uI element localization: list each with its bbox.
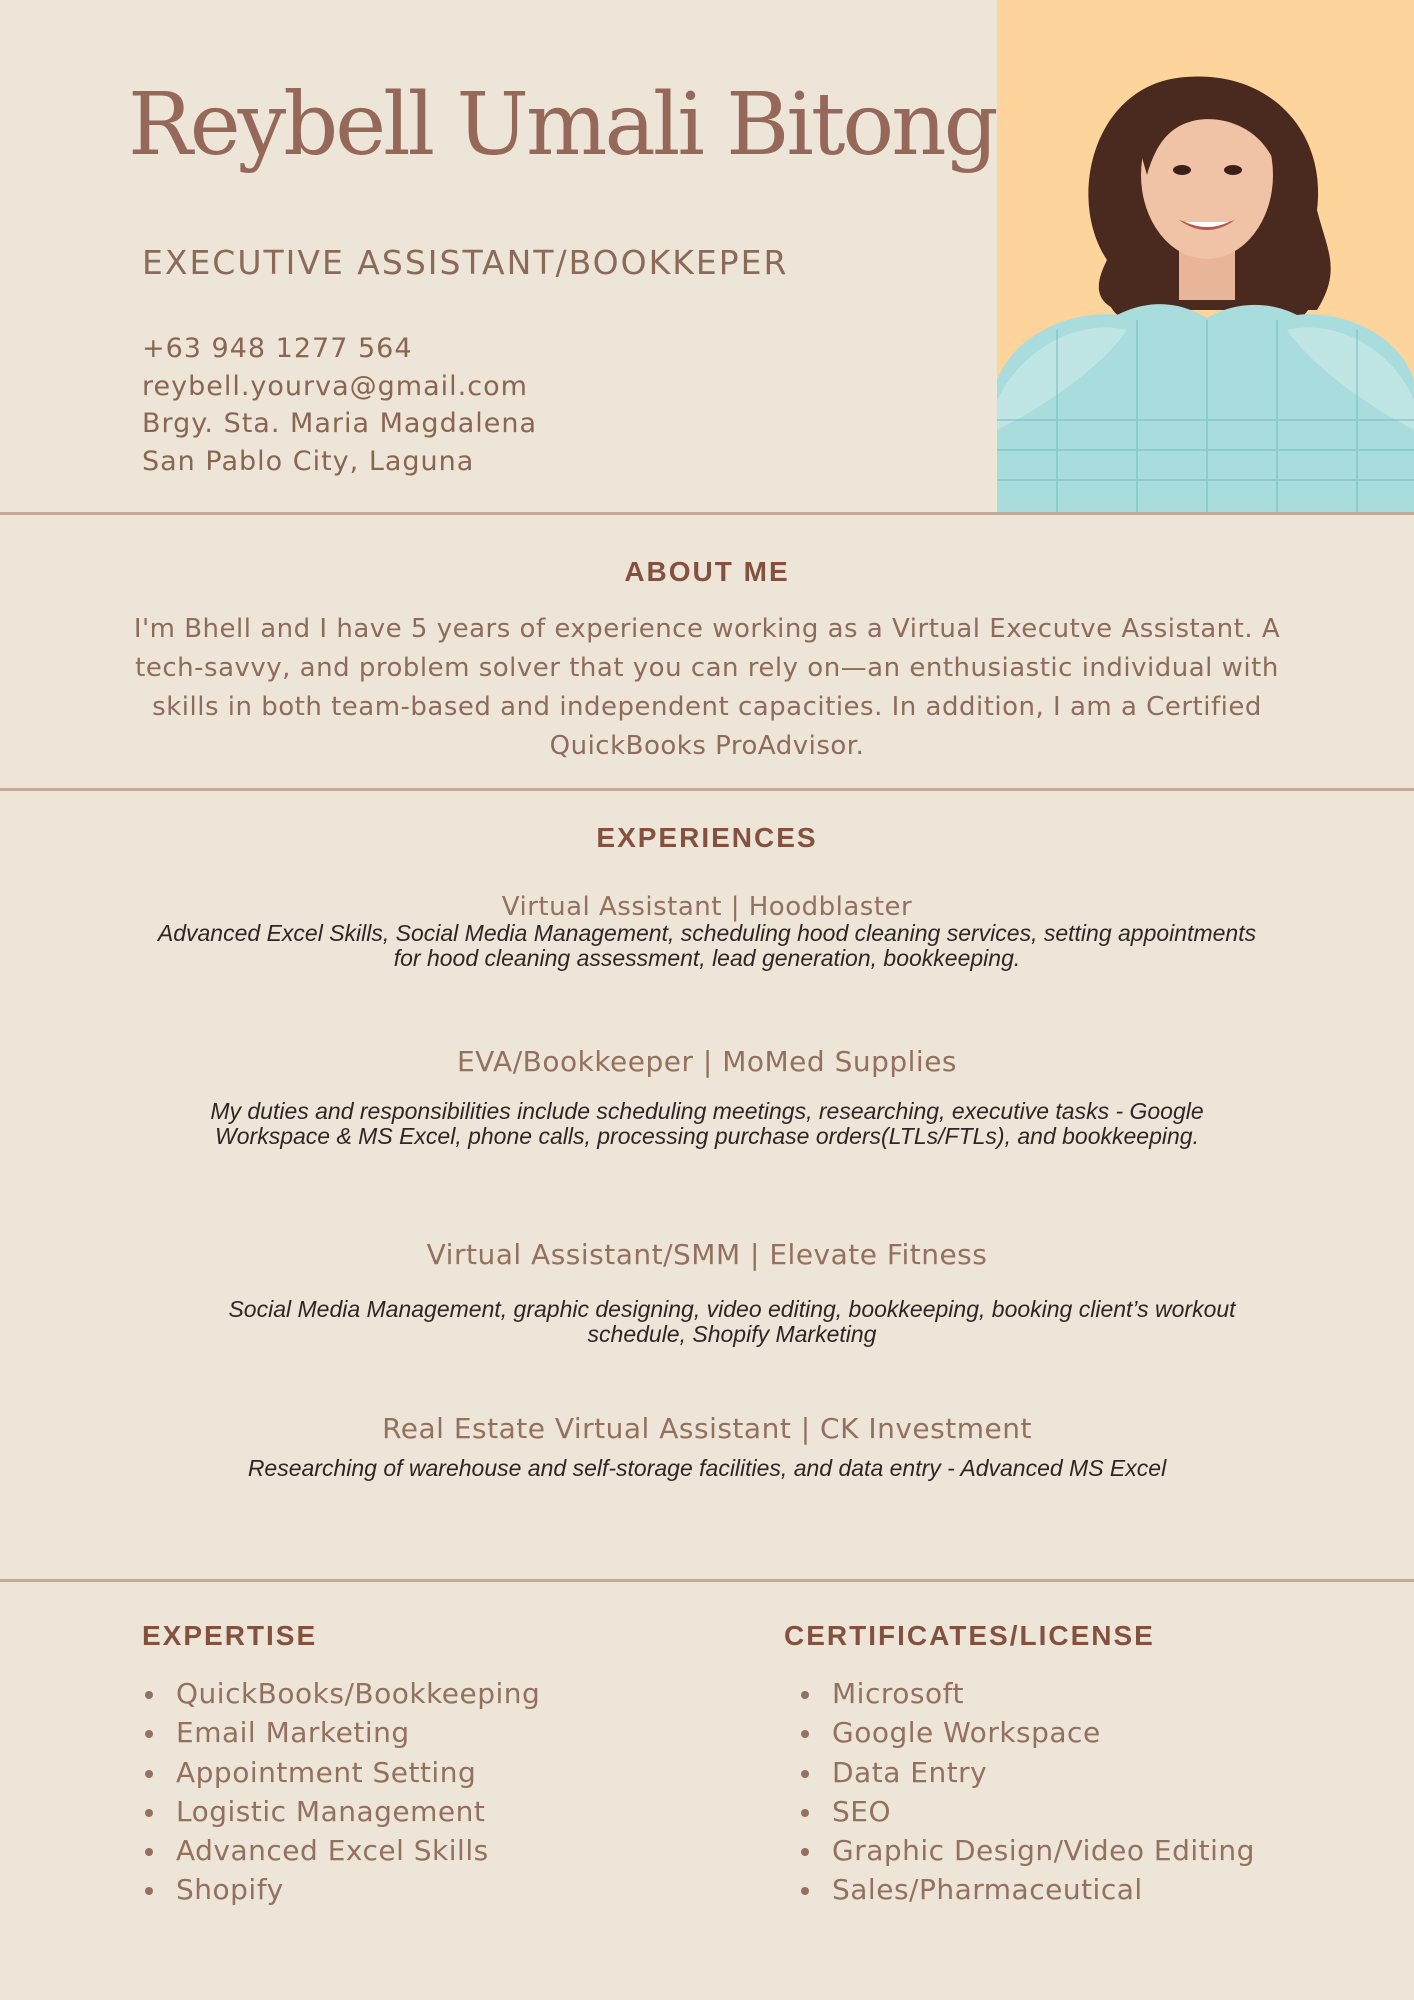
job-title-4: Real Estate Virtual Assistant | CK Investment [382, 1412, 1032, 1445]
certificates-list [798, 1674, 1255, 1910]
contact-block [142, 330, 537, 480]
address-line-1: Brgy. Sta. Maria Magdalena [142, 408, 538, 439]
list-item: Data Entry [798, 1753, 1255, 1792]
profile-photo [997, 0, 1414, 512]
certificates-title: CERTIFICATES/LICENSE [784, 1620, 1155, 1651]
list-item: Appointment Setting [142, 1753, 540, 1792]
job-description-1: Advanced Excel Skills, Social Media Management, scheduling hood cleaning services, setting appointments for hood cleaning assessment, lead generation, bookkeeping. [157, 920, 1257, 971]
address-line-2: San Pablo City, Laguna [142, 445, 475, 477]
email-address: reybell.yourva@gmail.com [142, 370, 528, 402]
expertise-title: EXPERTISE [142, 1620, 318, 1651]
job-description-2: My duties and responsibilities include scheduling meetings, researching, executive tasks - Google Workspace & MS Excel, phone calls, processing purchase orders(LTLs/FTLs), and bookkeeping. [210, 1098, 1204, 1149]
job-role: EXECUTIVE ASSISTANT/BOOKKEPER [142, 243, 789, 282]
list-item: Logistic Management [142, 1792, 540, 1831]
list-item: Advanced Excel Skills [142, 1831, 540, 1870]
divider-header [0, 512, 1414, 515]
resume-name: Reybell Umali Bitong [128, 75, 996, 175]
divider-about [0, 788, 1414, 791]
list-item: SEO [798, 1792, 1255, 1831]
list-item: Shopify [142, 1870, 540, 1909]
list-item: QuickBooks/Bookkeeping [142, 1674, 540, 1713]
expertise-section [142, 1620, 540, 1910]
list-item: Microsoft [798, 1674, 1255, 1713]
experiences-title: EXPERIENCES [596, 822, 818, 853]
phone-number: +63 948 1277 564 [142, 333, 413, 364]
profile-portrait-illustration [997, 0, 1414, 512]
list-item: Graphic Design/Video Editing [798, 1831, 1255, 1870]
expertise-list [142, 1674, 540, 1910]
divider-experiences [0, 1579, 1414, 1582]
job-title-3: Virtual Assistant/SMM | Elevate Fitness [426, 1238, 988, 1271]
job-description-3: Social Media Management, graphic designing, video editing, bookkeeping, booking client’s workout schedule, Shopify Marketing [228, 1296, 1236, 1347]
certificates-section [784, 1620, 1255, 1910]
about-text: I'm Bhell and I have 5 years of experience working as a Virtual Executve Assistant. A tech-savvy, and problem solver that you can rely on—an enthusiastic individual with skills in both team-based and independent capacities. In addition, I am a Certified QuickBooks ProAdvisor. [133, 614, 1281, 761]
list-item: Sales/Pharmaceutical [798, 1870, 1255, 1909]
list-item: Email Marketing [142, 1713, 540, 1752]
list-item: Google Workspace [798, 1713, 1255, 1752]
job-title-1: Virtual Assistant | Hoodblaster [501, 892, 913, 922]
job-description-4: Researching of warehouse and self-storage facilities, and data entry - Advanced MS Excel [247, 1455, 1167, 1481]
about-title: ABOUT ME [624, 556, 790, 587]
job-title-2: EVA/Bookkeeper | MoMed Supplies [456, 1045, 958, 1078]
